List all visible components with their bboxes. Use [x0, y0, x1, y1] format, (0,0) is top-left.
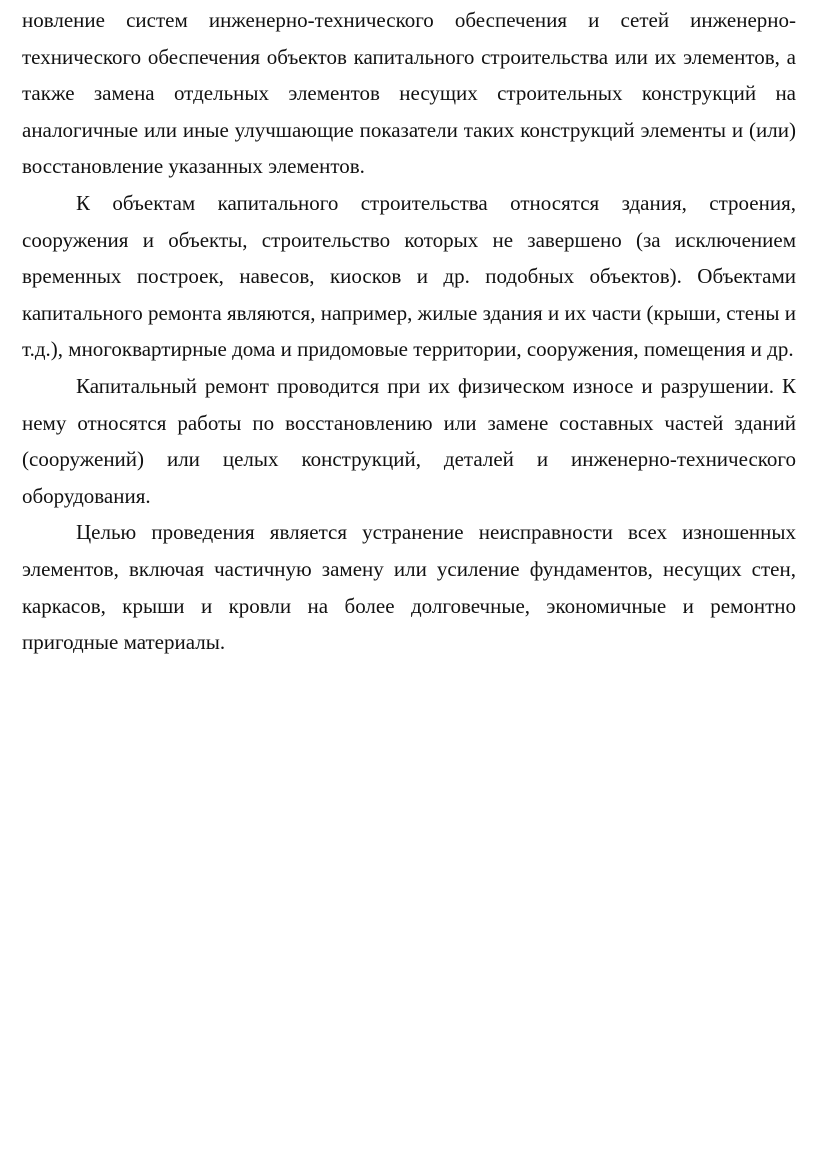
paragraph-capital-construction-objects: К объектам капитального строительства относятся здания, строения, сооружения и объекты, строительство которых не завершено (за исключением временных построек, навесов, киосков и др. подобных объектов). Объектами капитального ремонта являются, например, жилые здания и их части (крыши, стены и т.д.), многоквартирные дома и придомовые территории, сооружения, помещения и др.: [22, 190, 796, 362]
paragraph-capital-repair-works: Капитальный ремонт проводится при их физическом износе и разрушении. К нему относятся работы по восстановлению или замене составных частей зданий (сооружений) или целых конструкций, деталей и инженерно-технического оборудования.: [22, 373, 796, 508]
paragraph-repair-goal: Целью проведения является устранение неисправности всех изношенных элементов, включая частичную замену или усиление фундаментов, несущих стен, каркасов, крыши и кровли на более долговечные, экономичные и ремонтно пригодные материалы.: [22, 520, 796, 655]
document-page: [22, 0, 796, 661]
paragraph-continuation: новление систем инженерно-технического обеспечения и сетей инженерно-технического обеспечения объектов капитального строительства или их элементов, а также замена отдельных элементов несущих строительных конструкций на аналогичные или иные улучшающие показатели таких конструкций элементы и (или) восстановление указанных элементов.: [22, 8, 796, 179]
